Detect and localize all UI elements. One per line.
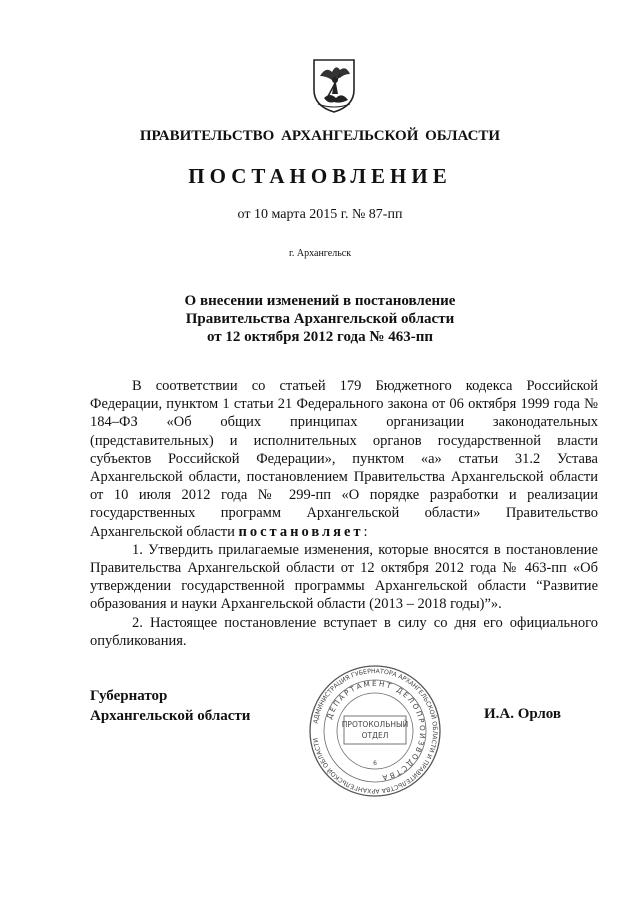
stamp-number: 6 [373, 760, 377, 767]
body-paragraph [90, 377, 598, 541]
stamp-center-line: ПРОТОКОЛЬНЫЙ [341, 720, 409, 729]
signatory-position [90, 686, 250, 726]
subject-line: от 12 октября 2012 года № 463-пп [206, 329, 433, 345]
body-item: 2. Настоящее постановление вступает в силу со дня его официального опубликования. [90, 614, 598, 649]
government-name: ПРАВИТЕЛЬСТВО АРХАНГЕЛЬСКОЙ ОБЛАСТИ [139, 128, 501, 144]
stamp-center-line: ОТДЕЛ [361, 731, 389, 740]
archangel-coat-of-arms-icon [310, 56, 358, 114]
body-item: 1. Утвердить прилагаемые изменения, которые вносятся в постановление Правительства Архангельской области от 12 октября 2012 года № 463-пп «Об утверждении государственной программы Архангельской области “Развитие образования и науки Архангельской области (2013 – 2018 годы)”». [90, 541, 598, 613]
document-subject [120, 292, 520, 346]
official-stamp [308, 664, 442, 798]
document-type: ПОСТАНОВЛЕНИЕ [188, 164, 452, 188]
document-place: г. Архангельск [288, 248, 352, 259]
document-body [90, 377, 598, 650]
decree-colon: : [363, 523, 368, 540]
stamp-outer-text: АДМИНИСТРАЦИЯ ГУБЕРНАТОРА АРХАНГЕЛЬСКОЙ ОБЛАСТИ И ПРАВИТЕЛЬСТВА АРХАНГЕЛЬСКОЙ ОБЛАСТИ [312, 667, 439, 795]
subject-line: О внесении изменений в постановление [184, 293, 456, 309]
stamp-inner-text: ДЕПАРТАМЕНТ ДЕЛОПРОИЗВОДСТВА [324, 678, 428, 783]
subject-line: Правительства Архангельской области [185, 311, 455, 327]
preamble-text: В соответствии со статьей 179 Бюджетного кодекса Российской Федерации, пунктом 1 статьи 21 Федерального закона от 06 октября 1999 года № 184–ФЗ «Об общих принципах организации законодательных (представительных) и исполнительных органов государственной власти субъектов Российской Федерации», пунктом «а» статьи 31.2 Устава Архангельской области, постановлением Правительства Архангельской области от 10 июля 2012 года № 299-пп «О порядке разработки и реализации государственных программ Архангельской области» Правительство Архангельской области [90, 378, 598, 540]
document-date-number: от 10 марта 2015 г. № 87-пп [237, 207, 403, 222]
signatory-name: И.А. Орлов [484, 706, 562, 722]
position-line: Губернатор [90, 688, 168, 704]
position-line: Архангельской области [90, 708, 251, 724]
decree-word: постановляет [238, 523, 364, 540]
